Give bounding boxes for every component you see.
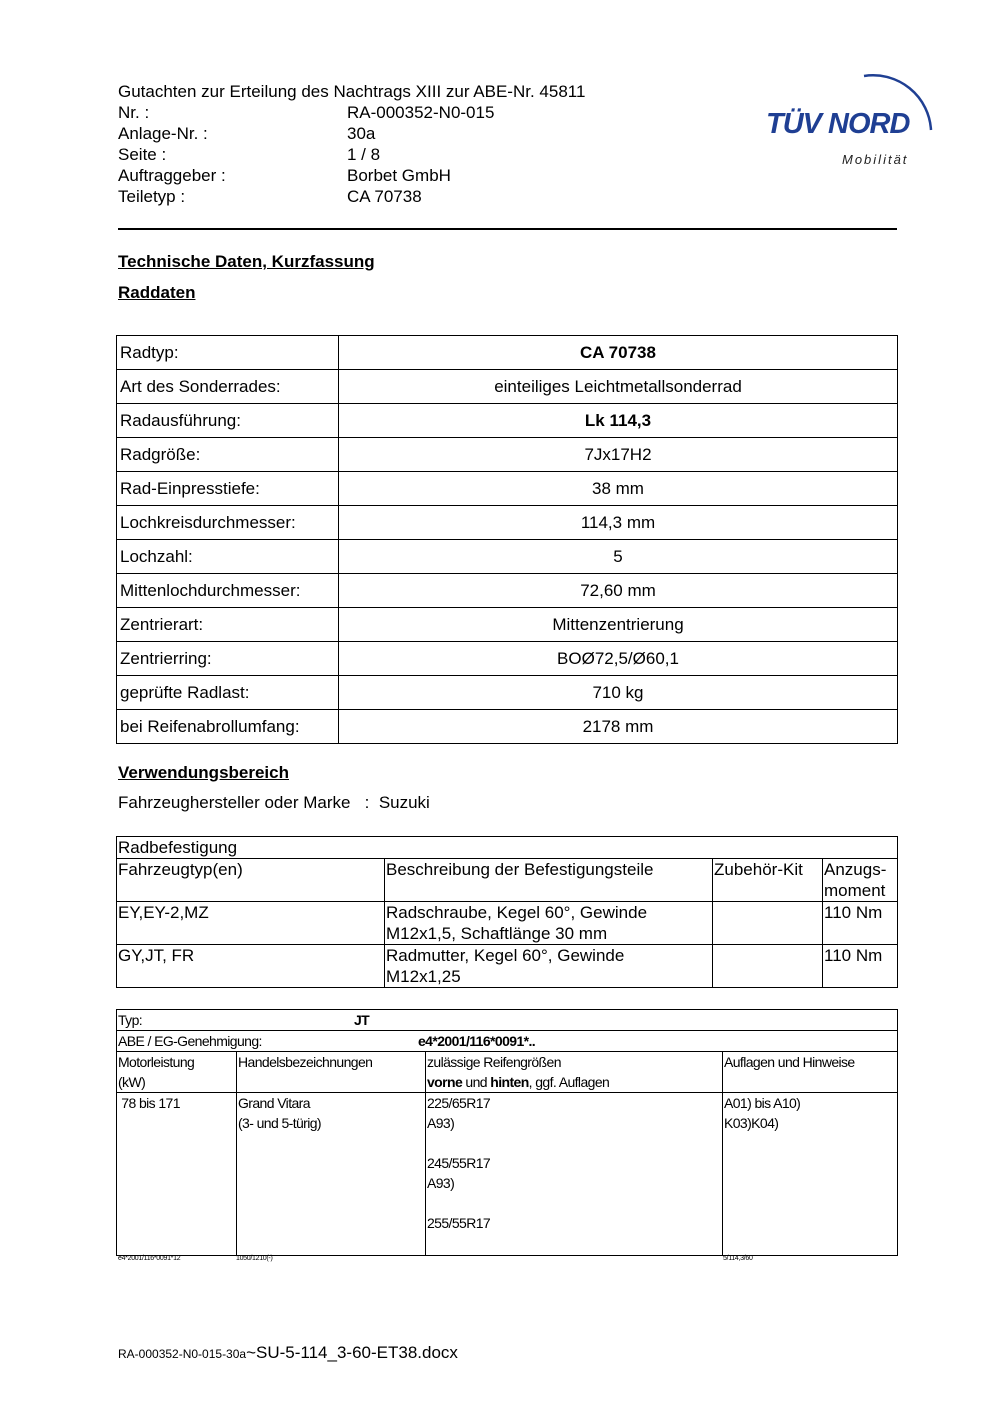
footer-code-3: 5/114,3/60 <box>723 1255 753 1262</box>
header-row-auftraggeber: Auftraggeber : Borbet GmbH <box>118 166 451 185</box>
raddaten-table <box>116 335 898 744</box>
header-row-nr: Nr. : RA-000352-N0-015 <box>118 103 495 122</box>
radbefestigung-table <box>116 836 898 988</box>
table-row: Rad-Einpresstiefe: 38 mm <box>117 472 898 506</box>
header-row-anlage: Anlage-Nr. : 30a <box>118 124 376 143</box>
heading-technische-daten: Technische Daten, Kurzfassung <box>118 252 375 271</box>
header-row-teiletyp: Teiletyp : CA 70738 <box>118 187 422 206</box>
tuv-nord-logo <box>766 58 941 173</box>
table-row: Radgröße: 7Jx17H2 <box>117 438 898 472</box>
table-row: Radbefestigung <box>117 837 898 859</box>
table-row: 78 bis 171 Grand Vitara (3- und 5-türig) 225/65R17 A93) 245/55R17 A93) 255/55R17 A01) bis A10) K03)K04) <box>117 1093 898 1256</box>
heading-verwendungsbereich: Verwendungsbereich <box>118 763 289 782</box>
footer-code-2: 1050/1210(-) <box>236 1255 273 1262</box>
table-row: Zentrierring: BOØ72,5/Ø60,1 <box>117 642 898 676</box>
header-divider <box>118 228 897 230</box>
table-row: Mittenlochdurchmesser: 72,60 mm <box>117 574 898 608</box>
table-row: Radtyp: CA 70738 <box>117 336 898 370</box>
hersteller-line: Fahrzeughersteller oder Marke : Suzuki <box>118 793 430 812</box>
table-row: Zentrierart: Mittenzentrierung <box>117 608 898 642</box>
logo-subtitle: Mobilität <box>842 152 909 167</box>
table-header-row: Motorleistung (kW) Handelsbezeichnungen zulässige Reifengrößen vorne und hinten, ggf. Auflagen Auflagen und Hinweise <box>117 1052 898 1093</box>
logo-brand: TÜV NORD <box>766 108 910 140</box>
table-row: geprüfte Radlast: 710 kg <box>117 676 898 710</box>
footer-code-1: e4*2001/116*0091*12 <box>118 1255 181 1262</box>
table-row: Lochzahl: 5 <box>117 540 898 574</box>
header-title: Gutachten zur Erteilung des Nachtrags XIII zur ABE-Nr. 45811 <box>118 82 586 101</box>
table-row: Radausführung: Lk 114,3 <box>117 404 898 438</box>
table-row: EY,EY-2,MZ Radschraube, Kegel 60°, Gewinde M12x1,5, Schaftlänge 30 mm 110 Nm <box>117 902 898 945</box>
table-header-row: Fahrzeugtyp(en) Beschreibung der Befestigungsteile Zubehör-Kit Anzugs- moment <box>117 859 898 902</box>
table-row: GY,JT, FR Radmutter, Kegel 60°, Gewinde M12x1,25 110 Nm <box>117 945 898 988</box>
header-row-seite: Seite : 1 / 8 <box>118 145 381 164</box>
document-filename: RA-000352-N0-015-30a~SU-5-114_3-60-ET38.docx <box>118 1343 458 1362</box>
typ-row: Typ: JT <box>117 1010 898 1031</box>
typ-table <box>116 1009 898 1256</box>
document-header <box>118 81 678 207</box>
table-row: Lochkreisdurchmesser: 114,3 mm <box>117 506 898 540</box>
table-row: bei Reifenabrollumfang: 2178 mm <box>117 710 898 744</box>
abe-row: ABE / EG-Genehmigung: e4*2001/116*0091*.. <box>117 1031 898 1052</box>
heading-raddaten: Raddaten <box>118 283 196 302</box>
table-row: Art des Sonderrades: einteiliges Leichtmetallsonderrad <box>117 370 898 404</box>
